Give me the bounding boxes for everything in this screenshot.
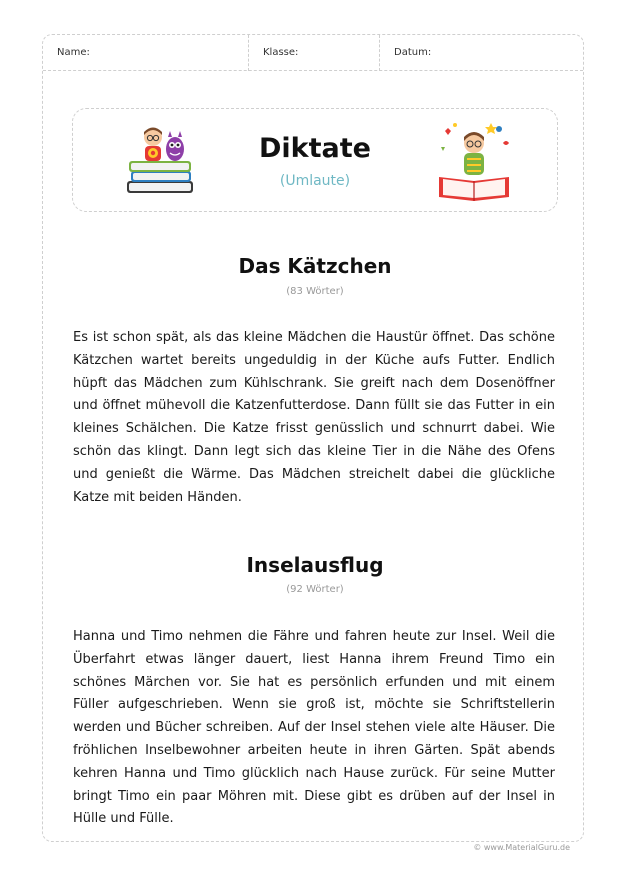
- class-label: Klasse:: [263, 47, 299, 58]
- story-word-count-1: (83 Wörter): [286, 286, 344, 297]
- copyright-footer: © www.MaterialGuru.de: [473, 843, 570, 852]
- name-label: Name:: [57, 47, 90, 58]
- date-field[interactable]: [380, 35, 585, 71]
- date-label: Datum:: [394, 47, 432, 58]
- kid-reading-illustration: [431, 121, 517, 203]
- worksheet-subtitle: (Umlaute): [279, 173, 351, 189]
- header-row: [43, 35, 583, 71]
- class-field[interactable]: [249, 35, 380, 71]
- story-title-2: Inselausflug: [246, 553, 384, 577]
- story-text-2: Hanna und Timo nehmen die Fähre und fahren heute zur Insel. Weil die Überfahrt etwas länger dauert, liest Hanna ihrem Freund Timo ein schönes Märchen vor. Sie hat es persönlich erfunden und mit einem Füller aufgeschrieben. Wenn sie groß ist, möchte sie Schriftstellerin werden und Bücher schreiben. Auf der Insel stehen viele alte Häuser. Die fröhlichen Inselbewohner arbeiten heute in ihren Gärten. Spät abends kehren Hanna und Timo glücklich nach Hause zurück. Für seine Mutter bringt Timo ein paar Möhren mit. Diese gibt es drüben auf der Insel in Hülle und Fülle.: [73, 629, 555, 827]
- story-title-1: Das Kätzchen: [238, 254, 392, 278]
- title-box: [72, 108, 558, 212]
- story-word-count-2: (92 Wörter): [286, 584, 344, 595]
- worksheet-title: Diktate: [259, 133, 371, 164]
- name-field[interactable]: [43, 35, 249, 71]
- story-text-1: Es ist schon spät, als das kleine Mädchen die Haustür öffnet. Das schöne Kätzchen wartet bereits ungeduldig in der Küche aufs Futter. Endlich hüpft das Mädchen zum Kühlschrank. Sie greift nach dem Dosenöffner und öffnet mühevoll die Katzenfutterdose. Dann füllt sie das Futter in ein kleines Schälchen. Die Katze frisst genüsslich und schnurrt dabei. Wie schön das klingt. Dann legt sich das kleine Tier in die Nähe des Ofens und genießt die Wärme. Das Mädchen streichelt dabei die glückliche Katze mit beiden Händen.: [73, 330, 555, 505]
